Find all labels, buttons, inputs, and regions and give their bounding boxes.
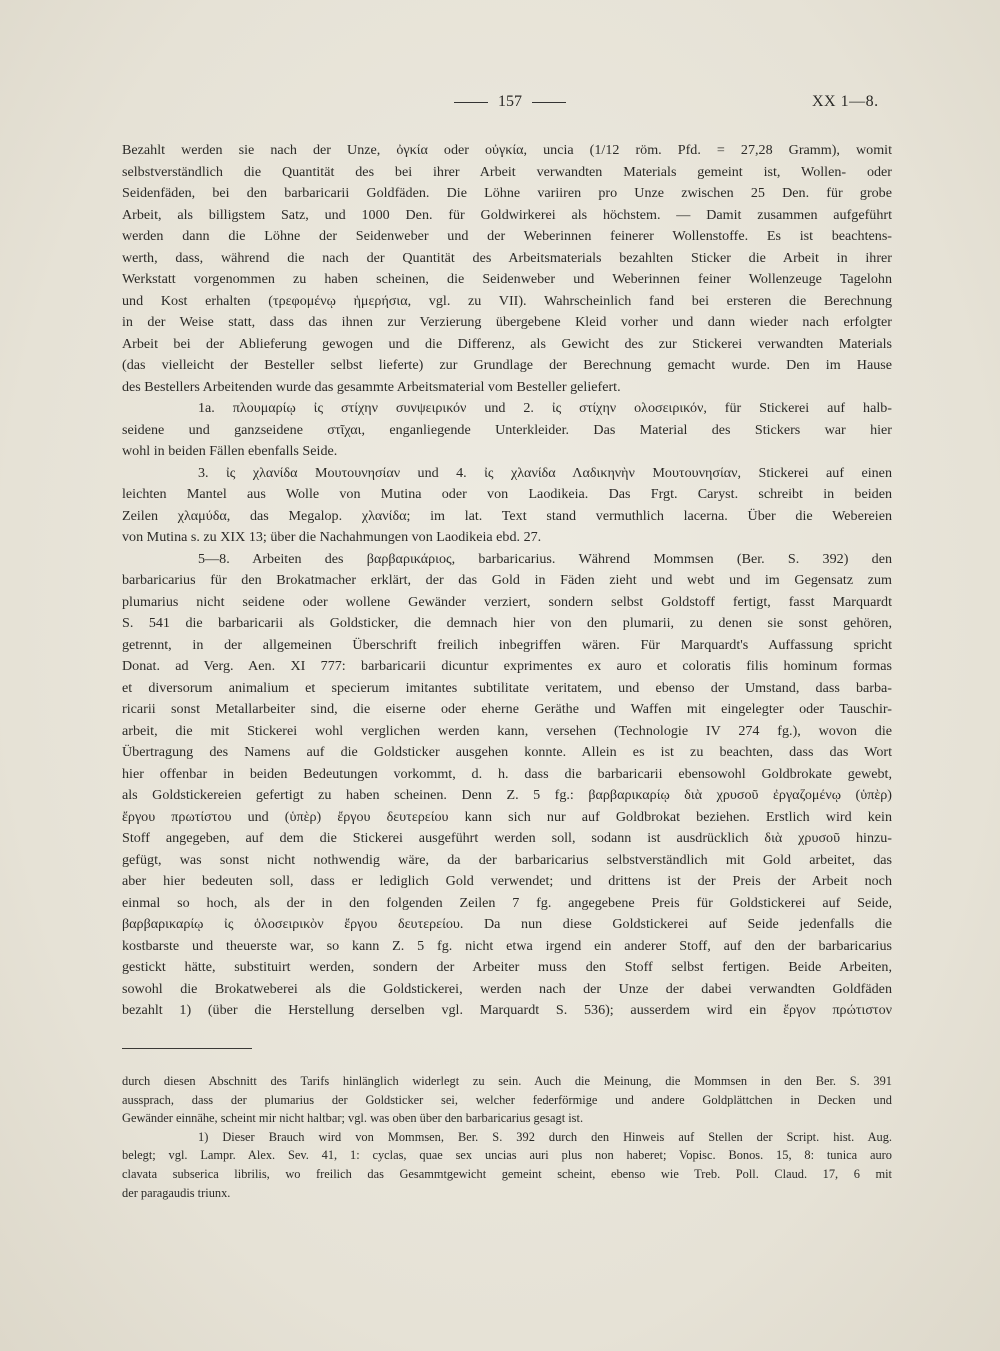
text-line: Donat. ad Verg. Aen. XI 777: barbaricarii dicuntur exprimentes ex auro et coloratis filis hominum formas <box>122 658 892 674</box>
text-line: Bezahlt werden sie nach der Unze, ὀγκία oder οὐγκία, uncia (1/12 röm. Pfd. = 27,28 Gramm), womit <box>122 142 892 158</box>
text-line: einmal so hoch, als der in den folgenden Zeilen 7 fg. angegebene Preis für Goldstickerei auf Seide, <box>122 894 892 911</box>
text-line: 1a. πλουμαρίῳ ἰς στίχην συνψειρικόν und 2. ἰς στίχην ολοσειρικόν, für Stickerei auf halb- <box>198 400 892 416</box>
text-line: kostbarste und theuerste war, so kann Z. 5 fg. nicht etwa irgend ein anderer Stoff, auf den der barbaricarius <box>122 937 892 954</box>
footnote-line: durch diesen Abschnitt des Tarifs hinlänglich widerlegt zu sein. Auch die Meinung, die Mommsen in den Ber. S. 391 <box>122 1074 892 1088</box>
footnote-line: 1) Dieser Brauch wird von Mommsen, Ber. S. 392 durch den Hinweis auf Stellen der Script. hist. Aug. <box>198 1129 892 1144</box>
text-line: Werkstatt vorgenommen zu haben scheinen, die Seidenweber und Weberinnen feiner Wollenzeuge Tagelohn <box>122 271 892 287</box>
text-line: bezahlt 1) (über die Herstellung derselben vgl. Marquardt S. 536); ausserdem wird ein ἔργον πρώτιστον <box>122 1002 892 1018</box>
text-line: Übertragung des Namens auf die Goldsticker ausgehen konnte. Allein es ist zu beachten, dass das Wort <box>122 744 892 760</box>
footnote-line: Gewänder einnähe, scheint mir nicht haltbar; vgl. was oben über den barbaricarius gesagt ist. <box>122 1111 584 1126</box>
text-line: Stoff angegeben, auf dem die Stickerei ausgeführt werden soll, sodann ist ausdrücklich διὰ χρυσοῦ hinzu- <box>122 830 892 846</box>
text-line: et diversorum animalium et specierum imitantes subtilitate veritatem, und ebenso der Umstand, dass barba- <box>122 679 892 696</box>
footnote-line: aussprach, dass der plumarius der Goldsticker sei, welcher federförmige und andere Goldplättchen in Decken und <box>122 1092 892 1107</box>
text-line: plumarius nicht seidene oder wollene Gewänder verziert, sondern selbst Goldstoff fertigt, fasst Marquardt <box>122 593 892 610</box>
text-line: und Kost erhalten (τρεφομένῳ ἡμερήσια, vgl. zu VII). Wahrscheinlich fand bei ersteren die Berechnung <box>122 292 892 309</box>
footnote-line: clavata subserica librilis, wo freilich das Gesammtgewicht gemeint scheint, ebenso wie Treb. Poll. Claud. 17, 6 mit <box>122 1166 892 1181</box>
footnote-line: der paragaudis triunx. <box>122 1185 231 1200</box>
text-line: (das vielleicht der Besteller selbst lieferte) zur Grundlage der Berechnung gemacht wurde. Den im Hause <box>122 357 892 373</box>
text-line: von Mutina s. zu XIX 13; über die Nachahmungen von Laodikeia ebd. 27. <box>122 529 542 545</box>
text-line: ἔργου πρωτίστου und (ὑπὲρ) ἔργου δευτερείου kann sich nur auf Goldbrokat beziehen. Erstlich wird kein <box>122 808 892 825</box>
right-dash <box>532 102 566 103</box>
text-line: Seidenfäden, bei den barbaricarii Goldfäden. Die Löhne variiren pro Unze zwischen 25 Den. für grobe <box>122 185 892 201</box>
text-line: 3. ἰς χλανίδα Μουτουνησίαν und 4. ἰς χλανίδα Λαδικηνὴν Μουτουνησίαν, Stickerei auf einen <box>198 464 892 481</box>
text-line: 5—8. Arbeiten des βαρβαρικάριος, barbaricarius. Während Mommsen (Ber. S. 392) den <box>198 550 892 567</box>
text-line: seidene und ganzseidene στῖχαι, enganliegende Unterkleider. Das Material des Stickers war hier <box>122 421 892 438</box>
page-number: 157 <box>498 93 522 110</box>
page-header <box>0 93 1000 117</box>
left-dash <box>454 102 488 103</box>
text-line: getrennt, in der allgemeinen Überschrift freilich inbegriffen wären. Für Marquardt's Auffassung spricht <box>122 636 892 653</box>
text-line: hier offenbar in beiden Bedeutungen vorkommt, d. h. dass die barbaricarii ebensowohl Goldbrokate gewebt, <box>122 765 892 782</box>
text-line: S. 541 die barbaricarii als Goldsticker, die demnach hier von den plumarii, zu denen sie sonst gehören, <box>122 615 892 631</box>
text-line: ricarii sonst Metallarbeiter sind, die eiserne oder eherne Geräthe und Waffen mit eingelegter oder Tauschir- <box>122 701 892 717</box>
text-line: des Bestellers Arbeitenden wurde das gesammte Arbeitsmaterial vom Besteller geliefert. <box>122 378 621 395</box>
text-line: wohl in beiden Fällen ebenfalls Seide. <box>122 443 338 459</box>
text-line: selbstverständlich die Quantität des bei ihrer Arbeit verwandten Materials gemeint ist, Wollen- oder <box>122 163 892 180</box>
footnote-line: belegt; vgl. Lampr. Alex. Sev. 41, 1: cyclas, quae sex uncias auri plus non haberet; Vopisc. Bonos. 15, 8: tunica auro <box>122 1148 892 1163</box>
text-line: Arbeit, als billigstem Satz, und 1000 Den. für Goldwirkerei als höchstem. — Damit zusammen aufgeführt <box>122 206 892 223</box>
footnotes <box>122 1072 892 1202</box>
body-text <box>122 140 892 1022</box>
text-line: Arbeit bei der Ablieferung gewogen und die Differenz, als Gewicht des zur Stickerei verwandten Materials <box>122 335 892 352</box>
text-line: sowohl die Brokatweberei als die Goldstickerei, werden nach der Unze der dabei verwandten Goldfäden <box>122 980 892 997</box>
text-line: werth, dass, während die nach der Quantität des Arbeitsmaterials bezahlten Sticker die Arbeit in ihrer <box>122 249 892 266</box>
text-line: βαρβαρικαρίῳ ἰς ὁλοσειρικὸν ἔργου δευτερείου. Da nun diese Goldstickerei auf Seide jedenfalls die <box>122 916 892 932</box>
text-line: Zeilen χλαμύδα, das Megalop. χλανίδα; im lat. Text stand vermuthlich lacerna. Über die Webereien <box>122 507 892 524</box>
footnote-rule <box>122 1048 252 1049</box>
text-line: gestickt hätte, substituirt werden, sondern der Arbeiter muss den Stoff selbst fertigen. Beide Arbeiten, <box>122 959 892 975</box>
text-line: gefügt, was sonst nicht nothwendig wäre, da der barbaricarius selbstverständlich mit Gold arbeitet, das <box>122 851 892 868</box>
text-line: arbeit, die mit Stickerei wohl verglichen werden kann, versehen (Technologie IV 274 fg.), wovon die <box>122 722 892 739</box>
text-line: leichten Mantel aus Wolle von Mutina oder von Laodikeia. Das Frgt. Caryst. schreibt in beiden <box>122 486 892 502</box>
text-line: als Goldstickereien gefertigt zu haben scheinen. Denn Z. 5 fg.: βαρβαρικαρίῳ διὰ χρυσοῦ ἐργαζομένῳ (ὑπὲρ) <box>122 787 892 803</box>
text-line: werden dann die Löhne der Seidenweber und der Weberinnen feinerer Wollenstoffe. Es ist beachtens- <box>122 228 892 244</box>
text-line: aber hier bedeuten soll, dass er lediglich Gold verwendet; und drittens ist der Preis der Arbeit noch <box>122 873 892 889</box>
page-number-block <box>440 93 580 111</box>
text-line: in der Weise statt, dass das ihnen zur Verzierung übergebene Kleid vorher und dann wieder nach erfolgter <box>122 314 892 330</box>
section-label: XX 1—8. <box>812 93 879 110</box>
text-line: barbaricarius für den Brokatmacher erklärt, der das Gold in Fäden zieht und webt und im Gegensatz zum <box>122 572 892 588</box>
